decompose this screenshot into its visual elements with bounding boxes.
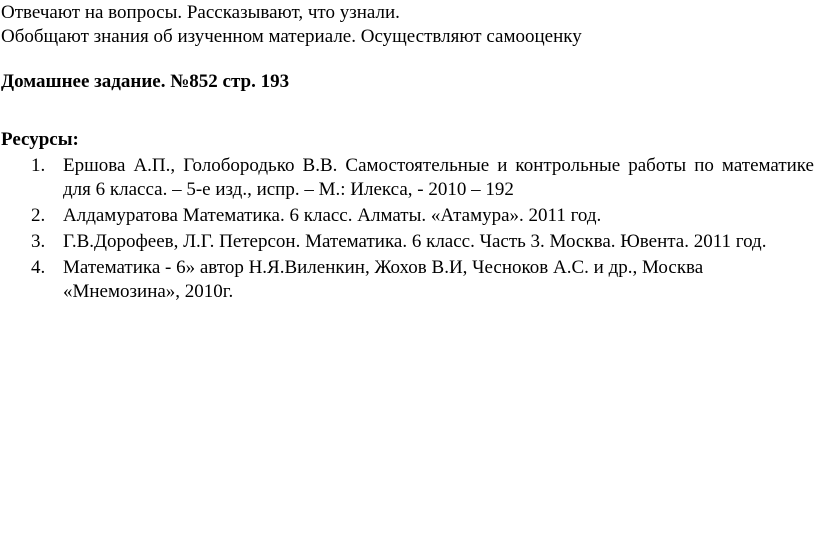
list-item [0,204,816,228]
homework-assignment: Домашнее задание. №852 стр. 193 [1,71,290,92]
intro-line-1: Отвечают на вопросы. Рассказывают, что узнали. [1,2,400,23]
list-item [0,154,816,202]
list-item-number: 2. [31,205,46,226]
resources-list [0,154,816,306]
list-item-number: 3. [31,231,46,252]
list-item-number: 1. [31,155,46,176]
resources-heading: Ресурсы: [1,129,79,150]
list-item-text: Алдамуратова Математика. 6 класс. Алматы. «Атамура». 2011 год. [63,205,602,226]
list-item-text: Математика - 6» автор Н.Я.Виленкин, Жохов В.И, Чесноков А.С. и др., Москва «Мнемозина», 2010г. [63,257,704,302]
list-item-number: 4. [31,257,46,278]
list-item [0,256,816,304]
list-item-text: Г.В.Дорофеев, Л.Г. Петерсон. Математика. 6 класс. Часть 3. Москва. Ювента. 2011 год. [63,231,767,252]
list-item [0,230,816,254]
list-item-text: Ершова А.П., Голобородько В.В. Самостоятельные и контрольные работы по математике для 6 класса. – 5-е изд., испр. – М.: Илекса, - 2010 – 192 [63,155,814,200]
intro-line-2: Обобщают знания об изученном материале. Осуществляют самооценку [1,26,582,47]
